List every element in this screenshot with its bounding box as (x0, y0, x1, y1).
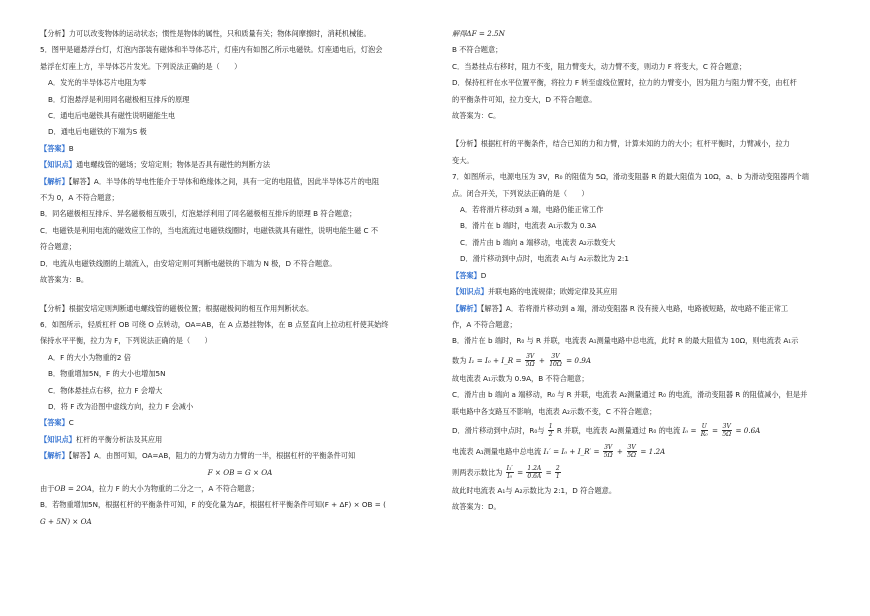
fraction: $\frac{3V}{10\Omega}$ (549, 353, 562, 369)
q7-explanation-4: 数为 I₁ = I₀ + I_R = $\frac{3V}{5\Omega}$ + $\frac{3V}{10\Omega}$ = 0.9A (452, 353, 592, 369)
analysis-q5: 【分析】根据安培定则判断通电螺线管的磁极位置；根据磁极间的相互作用判断状态。 (40, 303, 314, 313)
q7-explanation-10: 则两表示数比为 $\frac{\text{I₁′}}{\text{I₀}}$ = $\frac{1.2A}{0.6A}$ = $\frac{2}{1}$ (452, 465, 560, 481)
q5-option-d: D．通电后电磁铁的下端为S 极 (48, 127, 147, 137)
q7-explanation-7: 联电路中各支路互不影响，电流表 A₂示数不变，C 不符合题意； (452, 406, 657, 416)
fraction: $\frac{1}{2}$ (548, 423, 553, 439)
q7-explanation-1: 【解析】【解答】A．若将滑片移动到 a 端，滑动变阻器 R 没有接入电路，电路被短路，故电路不能正常工 (452, 303, 789, 313)
fraction: $\frac{U}{\text{R₀}}$ (700, 423, 708, 439)
q6-explanation-3: B．若物重增加5N，根据杠杆的平衡条件可知，F 的变化量为ΔF，根据杠杆平衡条件可知(F + ΔF) × OB = ( (40, 500, 386, 510)
question-6-stem: 6．如图所示，轻质杠杆 OB 可绕 O 点转动，OA=AB，在 A 点悬挂物体，在 B 点竖直向上拉动杠杆使其始终 (40, 319, 389, 329)
fraction: $\frac{\text{I₁′}}{\text{I₀}}$ (506, 465, 513, 481)
q5-explanation-4: C．电磁铁是利用电流的磁效应工作的，当电流流过电磁铁线圈时，电磁铁就具有磁性，说明电能生磁 C 不 (40, 225, 379, 235)
q5-option-c: C．通电后电磁铁具有磁性说明磁能生电 (48, 111, 176, 121)
q5-answer (40, 141, 440, 157)
left-column (40, 26, 440, 530)
q5-explanation-1: 【解析】【解答】A．半导体的导电性能介于导体和绝缘体之间，具有一定的电阻值，因此半导体芯片的电阻 (40, 176, 380, 186)
question-5-stem: 5．图甲是磁悬浮台灯，灯泡内部装有磁体和半导体芯片，灯座内有如图乙所示电磁铁。灯座通电后，灯泡会 (40, 45, 383, 55)
q6-explanation-c: C．当悬挂点右移时，阻力不变，阻力臂变大，动力臂不变，则动力 F 将变大，C 符合题意； (452, 61, 747, 71)
right-column (452, 26, 844, 516)
q5-explanation-6: D．电流从电磁铁线圈的上端流入，由安培定则可判断电磁铁的下端为 N 极，D 不符合题意。 (40, 258, 337, 268)
q7-knowledge-text: 并联电路的电流规律；欧姆定律及其应用 (487, 287, 618, 297)
question-7-stem: 7．如图所示，电源电压为 3V，R₀ 的阻值为 5Ω，滑动变阻器 R 的最大阻值为 10Ω，a、b 为滑动变阻器两个端 (452, 172, 809, 182)
q5-final-answer: 故答案为：B。 (40, 275, 89, 285)
answer-tag: 【答案】 (40, 143, 69, 153)
q6-explanation-2: 由于OB = 2OA，拉力 F 的大小为物重的二分之一，A 不符合题意； (40, 483, 259, 493)
knowledge-tag: 【知识点】 (40, 160, 76, 170)
analysis-q4: 【分析】力可以改变物体的运动状态；惯性是物体的属性，只和质量有关；物体间摩擦时，消耗机械能。 (40, 29, 371, 38)
q7-option-a: A．若将滑片移动到 a 端，电路仍能正常工作 (460, 205, 604, 215)
q7-answer: 【答案】D (452, 270, 487, 280)
q6-solution-delta-f: 解得ΔF = 2.5N (452, 29, 505, 38)
explanation-tag: 【解析】 (40, 176, 69, 186)
question-5-stem-cont: 悬浮在灯座上方，半导体芯片发光。下列说法正确的是（ ） (40, 61, 242, 71)
q7-explanation-11: 故此时电流表 A₁与 A₂示数比为 2:1，D 符合题意。 (452, 485, 617, 495)
analysis-q6: 【分析】根据杠杆的平衡条件，结合已知的力和力臂，计算未知的力的大小；杠杆平衡时，力臂减小，拉力 (452, 139, 790, 149)
q7-explanation-5: 故电流表 A₁示数为 0.9A，B 不符合题意； (452, 373, 589, 383)
q7-explanation-9: 电流表 A₁测量电路中总电流 I₁′ = I₀ + I_R′ = $\frac{3V}{5\Omega}$ + $\frac{3V}{5\Omega}$ = 1.2A (452, 444, 666, 460)
q5-knowledge-text: 通电螺线管的磁场；安培定则；物体是否具有磁性的判断方法 (75, 160, 271, 170)
q5-explanation-5: 符合题意； (40, 242, 76, 252)
q7-explanation-8: D．滑片移动到中点时，R₀与 $\frac{1}{2}$ R 并联，电流表 A₂测量通过 R₀ 的电流 I₀ = $\frac{U}{\text{R₀}}$ = $\frac{3V}{5\Omega}$ = 0.6A (452, 423, 761, 439)
q6-final-answer: 故答案为：C。 (452, 111, 501, 121)
q7-final-answer: 故答案为：D。 (452, 502, 501, 512)
q6-explanation-1: 【解析】【解答】A．由图可知，OA=AB，阻力的力臂为动力力臂的一半，根据杠杆的平衡条件可知 (40, 451, 356, 461)
q6-knowledge: 【知识点】杠杆的平衡分析法及其应用 (40, 434, 163, 444)
question-6-stem-cont: 保持水平平衡，拉力为 F，下列说法正确的是（ ） (40, 336, 212, 346)
q7-explanation-3: B．滑片在 b 端时，R₀ 与 R 并联，电流表 A₁测量电路中总电流，此时 R 的最大阻值为 10Ω，则电流表 A₁示 (452, 336, 799, 346)
q7-answer-value: D (480, 270, 487, 280)
q6-knowledge-text: 杠杆的平衡分析法及其应用 (75, 434, 163, 444)
fraction: $\frac{1.2A}{0.6A}$ (527, 465, 542, 481)
q5-option-a: A．发光的半导体芯片电阻为零 (48, 78, 147, 88)
q6-explanation-d: D．保持杠杆在水平位置平衡，将拉力 F 转至虚线位置时，拉力的力臂变小，因为阻力与阻力臂不变，由杠杆 (452, 78, 797, 88)
q5-knowledge (40, 157, 440, 173)
q7-explanation-6: C．滑片由 b 端向 a 端移动，R₀ 与 R 并联，电流表 A₂测量通过 R₀ 的电流，滑动变阻器 R 的阻值减小，但是并 (452, 390, 808, 400)
fraction: $\frac{2}{1}$ (555, 465, 560, 481)
analysis-q6-cont: 变大。 (452, 155, 474, 165)
q6-explanation-4: G + 5N) × OA (40, 516, 92, 526)
q7-option-d: D．滑片移动到中点时，电流表 A₁与 A₂示数比为 2:1 (460, 254, 629, 264)
q6-formula-balance: F × OB = G × OA (207, 467, 273, 477)
q6-explanation-d-cont: 的平衡条件可知，拉力变大，D 不符合题意。 (452, 94, 597, 104)
q6-inline-math: OB = 2OA (54, 483, 92, 493)
fraction: $\frac{3V}{5\Omega}$ (722, 423, 732, 439)
q5-explanation-2: 不为 0，A 不符合题意； (40, 193, 119, 203)
q6-option-b: B．物重增加5N，F 的大小也增加5N (48, 369, 166, 379)
q7-explanation-2: 作，A 不符合题意； (452, 319, 517, 329)
q7-option-b: B．滑片在 b 端时，电流表 A₁示数为 0.3A (460, 221, 597, 231)
question-7-stem-cont: 点。闭合开关，下列说法正确的是（ ） (452, 188, 589, 198)
q6-answer: 【答案】C (40, 418, 74, 428)
q7-option-c: C．滑片由 b 端向 a 端移动，电流表 A₂示数变大 (460, 237, 616, 247)
q5-explanation-3: B．同名磁极相互排斥、异名磁极相互吸引，灯泡悬浮利用了同名磁极相互排斥的原理 B 符合题意； (40, 209, 357, 219)
q5-option-b: B．灯泡悬浮是利用同名磁极相互排斥的原理 (48, 94, 190, 104)
fraction: $\frac{3V}{5\Omega}$ (627, 444, 637, 460)
q6-explanation-b-end: B 不符合题意； (452, 45, 503, 55)
q7-knowledge: 【知识点】并联电路的电流规律；欧姆定律及其应用 (452, 287, 618, 297)
q6-answer-value: C (68, 418, 74, 428)
q5-answer-value: B (68, 143, 74, 153)
q6-option-a: A．F 的大小为物重的2 倍 (48, 352, 131, 362)
fraction: $\frac{3V}{5\Omega}$ (525, 353, 535, 369)
fraction: $\frac{3V}{5\Omega}$ (603, 444, 613, 460)
q6-option-c: C．物体悬挂点右移，拉力 F 会增大 (48, 385, 163, 395)
q6-option-d: D．将 F 改为沿图中虚线方向，拉力 F 会减小 (48, 401, 194, 411)
